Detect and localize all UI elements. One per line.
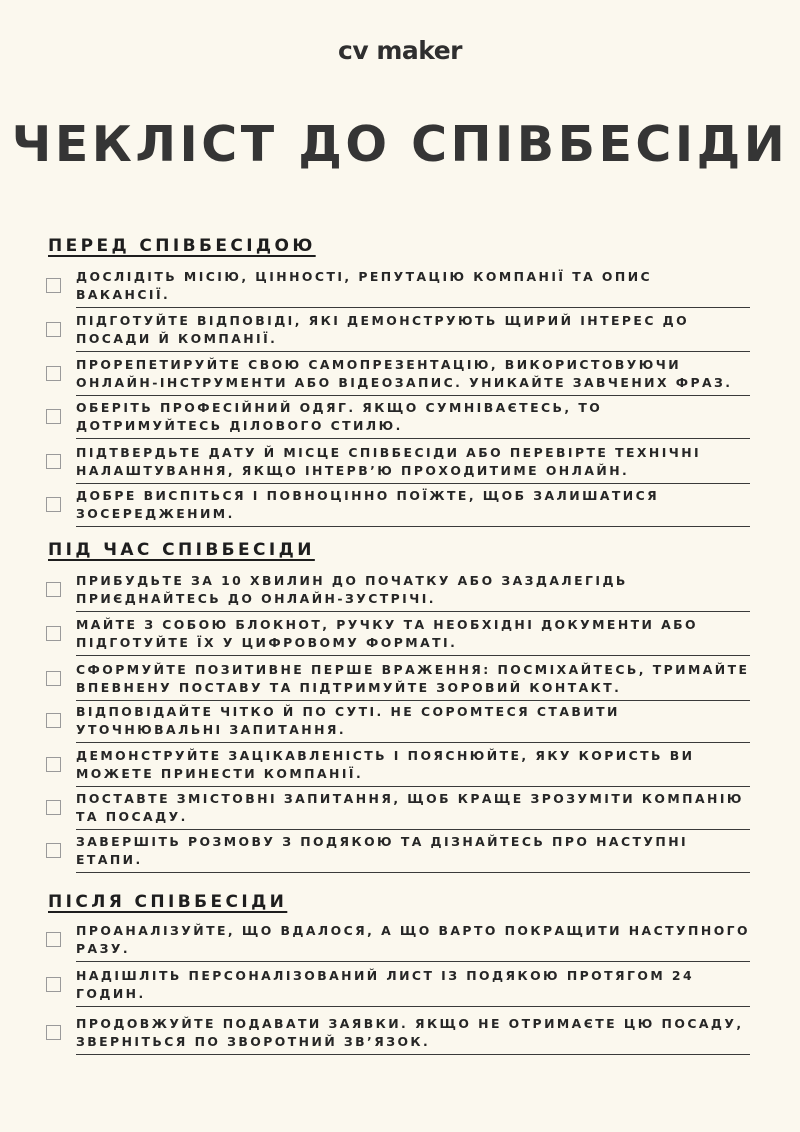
checkbox[interactable]	[46, 322, 61, 337]
checklist-item-text: ЗАВЕРШІТЬ РОЗМОВУ З ПОДЯКОЮ ТА ДІЗНАЙТЕСЬ ПРО НАСТУПНІ ЕТАПИ.	[76, 834, 689, 867]
item-underline	[76, 700, 750, 701]
checklist-item-text: ДОСЛІДІТЬ МІСІЮ, ЦІННОСТІ, РЕПУТАЦІЮ КОМПАНІЇ ТА ОПИС ВАКАНСІЇ.	[76, 269, 653, 302]
item-underline	[76, 483, 750, 484]
item-underline	[76, 961, 750, 962]
item-underline	[76, 872, 750, 873]
item-underline	[76, 438, 750, 439]
checklist-item-text: ВІДПОВІДАЙТЕ ЧІТКО Й ПО СУТІ. НЕ СОРОМТЕСЯ СТАВИТИ УТОЧНЮВАЛЬНІ ЗАПИТАННЯ.	[76, 704, 620, 737]
checklist-item-text: ПРОАНАЛІЗУЙТЕ, ЩО ВДАЛОСЯ, А ЩО ВАРТО ПОКРАЩИТИ НАСТУПНОГО РАЗУ.	[76, 923, 751, 956]
item-underline	[76, 611, 750, 612]
checkbox[interactable]	[46, 757, 61, 772]
checkbox[interactable]	[46, 454, 61, 469]
checkbox[interactable]	[46, 800, 61, 815]
checkbox[interactable]	[46, 977, 61, 992]
checkbox[interactable]	[46, 932, 61, 947]
item-underline	[76, 829, 750, 830]
item-underline	[76, 786, 750, 787]
checkbox[interactable]	[46, 582, 61, 597]
page-title: ЧЕКЛІСТ ДО СПІВБЕСІДИ	[11, 116, 789, 173]
item-underline	[76, 307, 750, 308]
cv-maker-logo: cv maker	[338, 36, 462, 65]
checkbox[interactable]	[46, 409, 61, 424]
checkbox[interactable]	[46, 843, 61, 858]
item-underline	[76, 742, 750, 743]
item-underline	[76, 655, 750, 656]
checklist-item-text: НАДІШЛІТЬ ПЕРСОНАЛІЗОВАНИЙ ЛИСТ ІЗ ПОДЯКОЮ ПРОТЯГОМ 24 ГОДИН.	[76, 968, 695, 1001]
checkbox[interactable]	[46, 713, 61, 728]
item-underline	[76, 526, 750, 527]
checkbox[interactable]	[46, 366, 61, 381]
checkbox[interactable]	[46, 626, 61, 641]
checklist-item-text: СФОРМУЙТЕ ПОЗИТИВНЕ ПЕРШЕ ВРАЖЕННЯ: ПОСМІХАЙТЕСЬ, ТРИМАЙТЕ ВПЕВНЕНУ ПОСТАВУ ТА ПІДТРИМУЙТЕ ЗОРОВИЙ КОНТАКТ.	[76, 662, 750, 695]
checklist-item-text: ПРИБУДЬТЕ ЗА 10 ХВИЛИН ДО ПОЧАТКУ АБО ЗАЗДАЛЕГІДЬ ПРИЄДНАЙТЕСЬ ДО ОНЛАЙН-ЗУСТРІЧІ.	[76, 573, 628, 606]
item-underline	[76, 351, 750, 352]
checklist-item-text: ПОСТАВТЕ ЗМІСТОВНІ ЗАПИТАННЯ, ЩОБ КРАЩЕ ЗРОЗУМІТИ КОМПАНІЮ ТА ПОСАДУ.	[76, 791, 744, 824]
checklist-item-text: ПІДТВЕРДЬТЕ ДАТУ Й МІСЦЕ СПІВБЕСІДИ АБО ПЕРЕВІРТЕ ТЕХНІЧНІ НАЛАШТУВАННЯ, ЯКЩО ІНТЕРВ’Ю ПРОХОДИТИМЕ ОНЛАЙН.	[76, 445, 702, 478]
checklist-item-text: МАЙТЕ З СОБОЮ БЛОКНОТ, РУЧКУ ТА НЕОБХІДНІ ДОКУМЕНТИ АБО ПІДГОТУЙТЕ ЇХ У ЦИФРОВОМУ ФОРМАТІ.	[76, 617, 699, 650]
section-heading: ПІД ЧАС СПІВБЕСІДИ	[48, 540, 315, 560]
item-underline	[76, 1054, 750, 1055]
checklist-item-text: ОБЕРІТЬ ПРОФЕСІЙНИЙ ОДЯГ. ЯКЩО СУМНІВАЄТЕСЬ, ТО ДОТРИМУЙТЕСЬ ДІЛОВОГО СТИЛЮ.	[76, 400, 603, 433]
checkbox[interactable]	[46, 1025, 61, 1040]
checkbox[interactable]	[46, 497, 61, 512]
checklist-item-text: ПРОРЕПЕТИРУЙТЕ СВОЮ САМОПРЕЗЕНТАЦІЮ, ВИКОРИСТОВУЮЧИ ОНЛАЙН-ІНСТРУМЕНТИ АБО ВІДЕОЗАПИС. УНИКАЙТЕ ЗАВЧЕНИХ ФРАЗ.	[76, 357, 733, 390]
checkbox[interactable]	[46, 278, 61, 293]
item-underline	[76, 1006, 750, 1007]
checklist-item-text: ДЕМОНСТРУЙТЕ ЗАЦІКАВЛЕНІСТЬ І ПОЯСНЮЙТЕ, ЯКУ КОРИСТЬ ВИ МОЖЕТЕ ПРИНЕСТИ КОМПАНІЇ.	[76, 748, 695, 781]
item-underline	[76, 395, 750, 396]
checklist-item-text: ПРОДОВЖУЙТЕ ПОДАВАТИ ЗАЯВКИ. ЯКЩО НЕ ОТРИМАЄТЕ ЦЮ ПОСАДУ, ЗВЕРНІТЬСЯ ПО ЗВОРОТНИЙ ЗВ’ЯЗОК.	[76, 1016, 744, 1049]
section-heading: ПІСЛЯ СПІВБЕСІДИ	[48, 892, 288, 912]
section-heading: ПЕРЕД СПІВБЕСІДОЮ	[48, 236, 316, 256]
checklist-item-text: ДОБРЕ ВИСПІТЬСЯ І ПОВНОЦІННО ПОЇЖТЕ, ЩОБ ЗАЛИШАТИСЯ ЗОСЕРЕДЖЕНИМ.	[76, 488, 660, 521]
checklist-item-text: ПІДГОТУЙТЕ ВІДПОВІДІ, ЯКІ ДЕМОНСТРУЮТЬ ЩИРИЙ ІНТЕРЕС ДО ПОСАДИ Й КОМПАНІЇ.	[76, 313, 690, 346]
checkbox[interactable]	[46, 671, 61, 686]
